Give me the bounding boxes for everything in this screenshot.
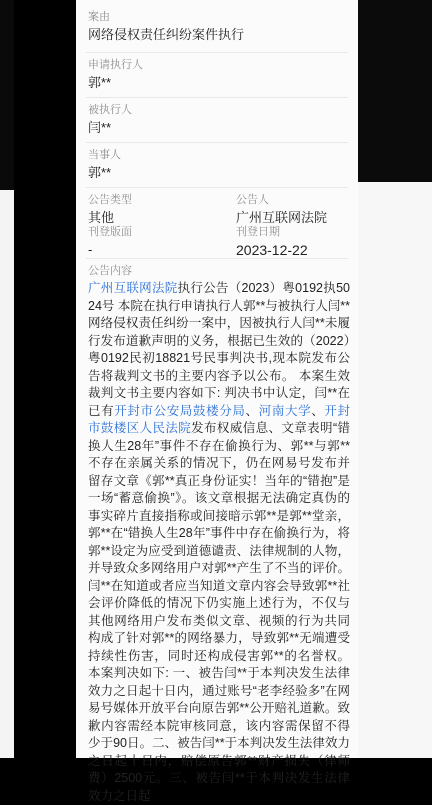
content-paragraph: 执行公告（2023）粤0192执5024号 本院在执行申请执行人郭**与被执行人闫**网络侵权责任纠纷一案中，因被执行人闫**未履行发布道歉声明的义务，根据已生效的（2022）粤0192民初18821号民事判决书,现本院发布公告将裁判文书的主要内容予以公布。 本案生效裁判文书主要内容如下: 判决书中认定，闫**在已有 bbox=[88, 281, 350, 418]
publish-date-label: 刊登日期 bbox=[236, 226, 280, 238]
case-by-label: 案由 bbox=[88, 11, 110, 23]
applicant-field bbox=[88, 58, 143, 92]
divider bbox=[86, 187, 348, 188]
party-value: 郭** bbox=[88, 165, 112, 180]
publish-page-field bbox=[88, 225, 132, 259]
notice-type-field bbox=[88, 193, 132, 227]
content-field bbox=[88, 264, 132, 278]
henan-university-link[interactable]: 河南大学 bbox=[258, 403, 312, 418]
divider bbox=[86, 97, 348, 98]
divider bbox=[86, 52, 348, 53]
notice-type-value: 其他 bbox=[88, 210, 115, 225]
respondent-value: 闫** bbox=[88, 120, 112, 135]
applicant-value: 郭** bbox=[88, 75, 112, 90]
notice-content-text bbox=[88, 280, 350, 805]
publish-date-value: 2023-12-22 bbox=[236, 242, 308, 258]
content-paragraph: 发布权威信息、文章表明“错换人生28年”事件不存在偷换行为、郭**与郭**不存在亲属关系的情况下，仍在网易号发布并留存文章《郭**真正身份证实！当年的“错抱”是一场“蓄意偷换”》。该文章根据无法确定真伪的事实碎片直接指称或间接暗示郭**是郭**堂亲，郭**在“错换人生28年”事件中存在偷换行为，将郭**设定为应受到道德谴责、法律规制的人物，并导致众多网络用户对郭**产生了不当的评价。闫**在知道或者应当知道文章内容会导致郭**社会评价降低的情况下仍实施上述行为，不仅与其他网络用户发布类似文章、视频的行为共同构成了针对郭**的网络暴力，导致郭**无端遭受持续性伤害，同时还构成侵害郭**的名誉权。 本案判决如下: 一、被告闫**于本判决发生法律效力之日起十日内，通过账号“老李经验多”在网易号媒体开放平台向原告郭**公开赔礼道歉。致歉内容需经本院审核同意，该内容需保留不得少于90日。二、被告闫**于本判决发生法律效力之日起十日内，赔偿原告郭**财产损失（律师费）2500元。三、被告闫**于本判决发生法律效力之日起 bbox=[88, 421, 350, 803]
case-by-field bbox=[88, 10, 244, 44]
respondent-label: 被执行人 bbox=[88, 104, 132, 116]
respondent-field bbox=[88, 103, 132, 137]
publish-page-label: 刊登版面 bbox=[88, 226, 132, 238]
right-background-dark bbox=[350, 0, 432, 182]
notice-detail-panel bbox=[76, 0, 358, 803]
publish-page-value: - bbox=[88, 242, 93, 257]
separator: 、 bbox=[245, 403, 259, 418]
party-field bbox=[88, 148, 121, 182]
party-label: 当事人 bbox=[88, 149, 121, 161]
court-link[interactable]: 广州互联网法院 bbox=[88, 281, 178, 295]
notice-agency-value: 广州互联网法院 bbox=[236, 210, 328, 225]
case-by-value: 网络侵权责任纠纷案件执行 bbox=[88, 27, 245, 42]
divider bbox=[86, 258, 348, 259]
publish-date-field bbox=[236, 225, 308, 259]
content-label: 公告内容 bbox=[88, 265, 132, 277]
notice-agency-field bbox=[236, 193, 327, 227]
divider bbox=[86, 142, 348, 143]
separator: 、 bbox=[311, 403, 325, 418]
gulou-court-link[interactable]: 开封市鼓楼区人民法院 bbox=[88, 403, 350, 435]
applicant-label: 申请执行人 bbox=[88, 59, 143, 71]
notice-type-label: 公告类型 bbox=[88, 194, 132, 206]
left-background-light bbox=[0, 190, 14, 758]
public-security-bureau-link[interactable]: 开封市公安局鼓楼分局 bbox=[114, 403, 246, 418]
notice-agency-label: 公告人 bbox=[236, 194, 269, 206]
